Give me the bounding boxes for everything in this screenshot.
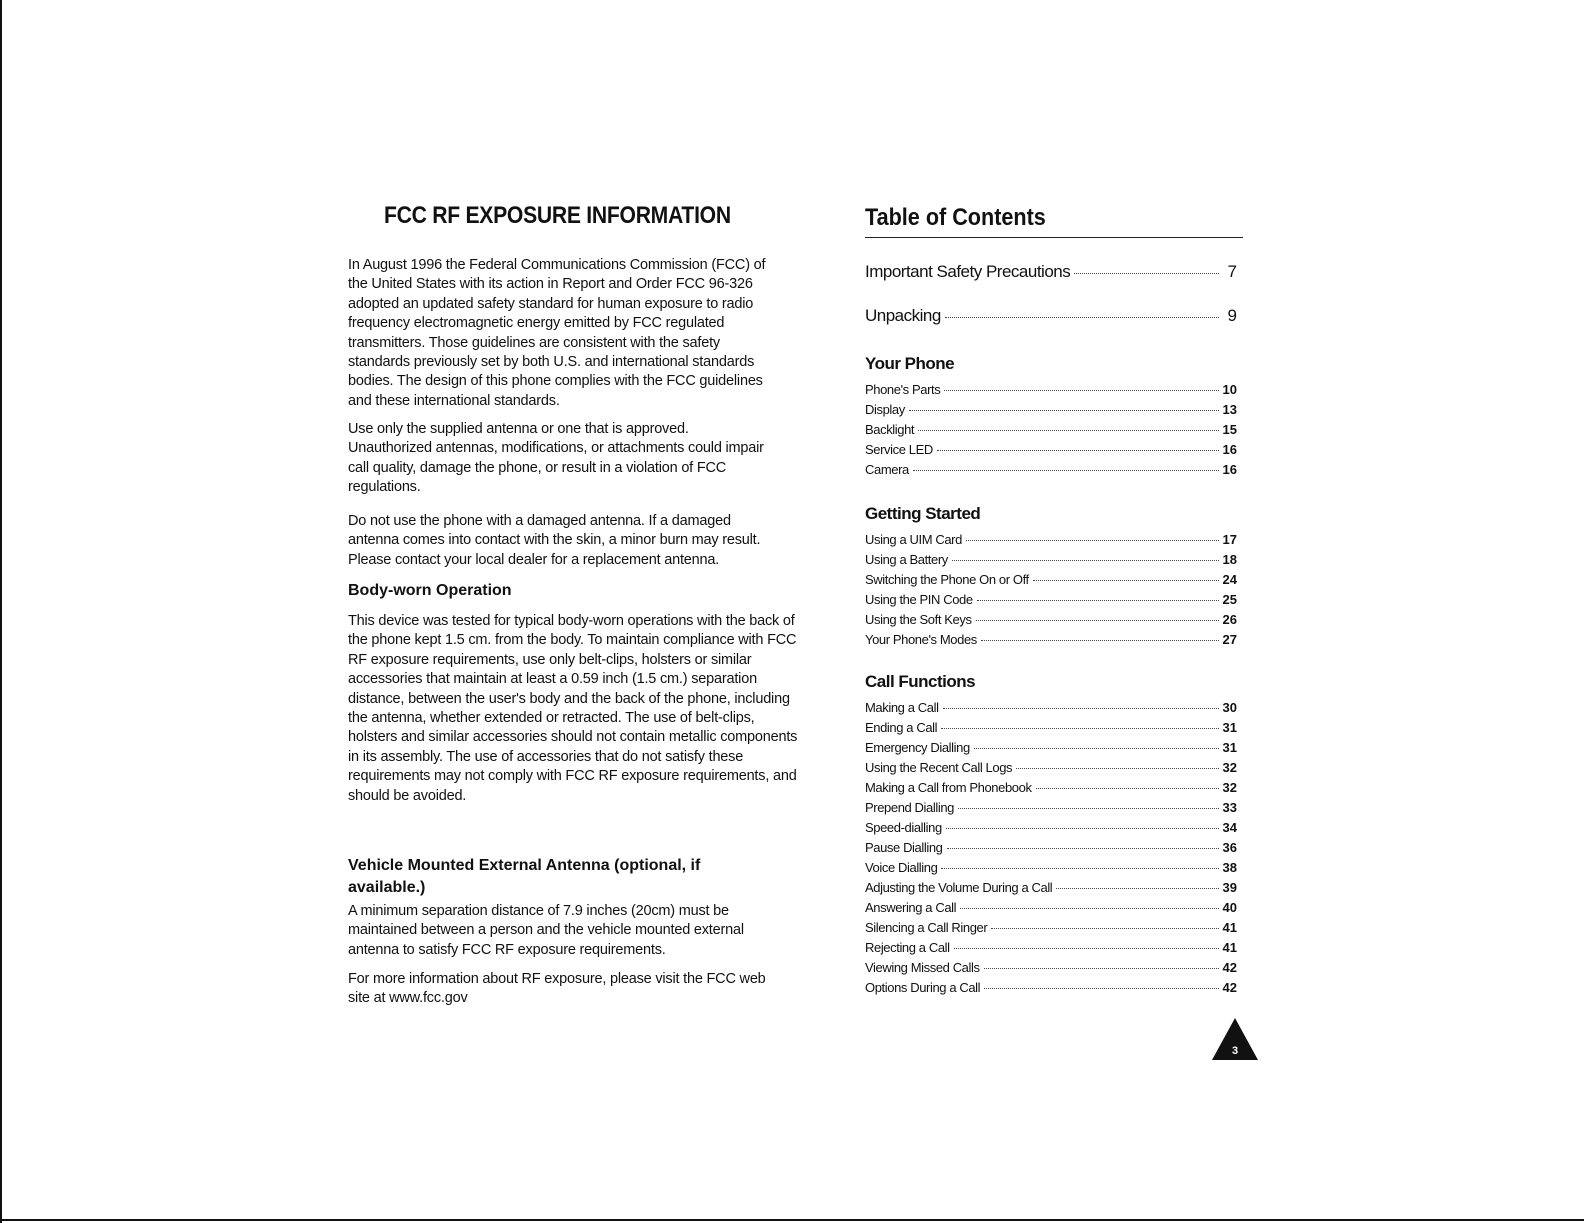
toc-entry-page: 32 bbox=[1222, 760, 1237, 775]
toc-leader-dots bbox=[954, 948, 1219, 949]
toc-entry-page: 27 bbox=[1222, 632, 1237, 647]
toc-entry-page: 25 bbox=[1222, 592, 1237, 607]
toc-entry-label: Unpacking bbox=[865, 306, 941, 325]
page-number: 3 bbox=[1231, 1045, 1239, 1057]
toc-leader-dots bbox=[918, 430, 1218, 431]
toc-entry-page: 39 bbox=[1222, 880, 1237, 895]
toc-leader-dots bbox=[944, 390, 1218, 391]
toc-entry[interactable] bbox=[865, 900, 1237, 920]
toc-leader-dots bbox=[984, 968, 1219, 969]
toc-entry[interactable] bbox=[865, 940, 1237, 960]
toc-leader-dots bbox=[1074, 273, 1219, 274]
toc-entry-label: Silencing a Call Ringer bbox=[865, 920, 988, 935]
toc-entry-page: 26 bbox=[1222, 612, 1237, 627]
toc-entry-label: Backlight bbox=[865, 422, 915, 437]
toc-leader-dots bbox=[1056, 888, 1218, 889]
toc-title: Table of Contents bbox=[865, 204, 1046, 231]
toc-entry-page: 40 bbox=[1222, 900, 1237, 915]
toc-leader-dots bbox=[941, 728, 1218, 729]
toc-entry-label: Options During a Call bbox=[865, 980, 981, 995]
toc-leader-dots bbox=[966, 540, 1219, 541]
toc-entry-label: Pause Dialling bbox=[865, 840, 943, 855]
toc-entry-page: 17 bbox=[1222, 532, 1237, 547]
toc-section-getting-started bbox=[865, 504, 1237, 652]
toc-entry-page: 24 bbox=[1222, 572, 1237, 587]
toc-entry[interactable] bbox=[865, 462, 1237, 482]
toc-entry[interactable] bbox=[865, 422, 1237, 442]
toc-entry-label: Emergency Dialling bbox=[865, 740, 970, 755]
toc-entry[interactable] bbox=[865, 612, 1237, 632]
toc-section-call-functions bbox=[865, 672, 1237, 1000]
toc-leader-dots bbox=[960, 908, 1218, 909]
toc-entry-page: 38 bbox=[1222, 860, 1237, 875]
toc-entry-label: Answering a Call bbox=[865, 900, 957, 915]
toc-leader-dots bbox=[981, 640, 1219, 641]
toc-entry-page: 41 bbox=[1222, 940, 1237, 955]
fcc-title: FCC RF EXPOSURE INFORMATION bbox=[384, 202, 731, 229]
toc-entry-page: 16 bbox=[1222, 442, 1237, 457]
toc-entry[interactable] bbox=[865, 980, 1237, 1000]
toc-entry-label: Display bbox=[865, 402, 905, 417]
toc-title-rule bbox=[865, 237, 1243, 238]
toc-leader-dots bbox=[1033, 580, 1219, 581]
toc-entry[interactable] bbox=[865, 720, 1237, 740]
toc-entry[interactable] bbox=[865, 592, 1237, 612]
toc-entry-page: 9 bbox=[1227, 306, 1237, 325]
toc-entry-page: 36 bbox=[1222, 840, 1237, 855]
toc-leader-dots bbox=[958, 808, 1219, 809]
toc-entry-page: 41 bbox=[1222, 920, 1237, 935]
fcc-paragraph-3: Do not use the phone with a damaged antenna. If a damaged antenna comes into contact with the skin, a minor burn may result. Please contact your local dealer for a replacement antenna. bbox=[348, 513, 761, 568]
toc-entry-page: 33 bbox=[1222, 800, 1237, 815]
toc-entry-label: Using the Recent Call Logs bbox=[865, 760, 1013, 775]
toc-entry-label: Viewing Missed Calls bbox=[865, 960, 980, 975]
toc-entry-page: 15 bbox=[1222, 422, 1237, 437]
scan-edge-left bbox=[0, 0, 2, 1223]
page-number-triangle-icon bbox=[1212, 1018, 1258, 1060]
toc-entry[interactable] bbox=[865, 306, 1237, 350]
toc-entry[interactable] bbox=[865, 382, 1237, 402]
body-worn-heading: Body-worn Operation bbox=[348, 582, 512, 599]
toc-entry-label: Making a Call bbox=[865, 700, 939, 715]
fcc-paragraph-2: Use only the supplied antenna or one that is approved. Unauthorized antennas, modifications, or attachments could impair call quality, damage the phone, or result in a violation of FCC regulations. bbox=[348, 421, 764, 496]
fcc-paragraph-1: In August 1996 the Federal Communications Commission (FCC) of the United States with its action in Report and Order FCC 96-326 adopted an updated safety standard for human exposure to radio frequency electromagnetic energy emitted by FCC regulated transmitters. Those guidelines are consistent with the safety standards previously set by both U.S. and international standards bodies. The design of this phone complies with the FCC guidelines and these international standards. bbox=[348, 257, 766, 409]
toc-entry-page: 42 bbox=[1222, 980, 1237, 995]
toc-entry[interactable] bbox=[865, 840, 1237, 860]
toc-entry[interactable] bbox=[865, 800, 1237, 820]
toc-leader-dots bbox=[909, 410, 1219, 411]
toc-entry[interactable] bbox=[865, 860, 1237, 880]
toc-entry-label: Adjusting the Volume During a Call bbox=[865, 880, 1053, 895]
more-info-paragraph: For more information about RF exposure, please visit the FCC web site at www.fcc.gov bbox=[348, 971, 766, 1007]
toc-entry[interactable] bbox=[865, 780, 1237, 800]
toc-entry-page: 42 bbox=[1222, 960, 1237, 975]
toc-entry-label: Camera bbox=[865, 462, 909, 477]
toc-section-heading: Your Phone bbox=[865, 354, 955, 373]
toc-entry-label: Important Safety Precautions bbox=[865, 262, 1071, 281]
toc-leader-dots bbox=[1036, 788, 1219, 789]
toc-leader-dots bbox=[937, 450, 1219, 451]
toc-entry[interactable] bbox=[865, 880, 1237, 900]
toc-leader-dots bbox=[984, 988, 1218, 989]
toc-entry[interactable] bbox=[865, 740, 1237, 760]
toc-entry[interactable] bbox=[865, 442, 1237, 462]
toc-leader-dots bbox=[991, 928, 1218, 929]
toc-entry-label: Switching the Phone On or Off bbox=[865, 572, 1029, 587]
toc-section-heading: Call Functions bbox=[865, 672, 976, 691]
toc-entry-page: 31 bbox=[1222, 720, 1237, 735]
toc-leader-dots bbox=[913, 470, 1219, 471]
toc-entry[interactable] bbox=[865, 960, 1237, 980]
toc-entry[interactable] bbox=[865, 552, 1237, 572]
toc-leader-dots bbox=[943, 708, 1219, 709]
body-worn-paragraph: This device was tested for typical body-worn operations with the back of the phone kept 1.5 cm. from the body. To maintain compliance with FCC RF exposure requirements, use only belt-clips, holsters or similar accessories that maintain at least a 0.59 inch (1.5 cm.) separation distance, between the user's body and the back of the phone, including the antenna, whether extended or retracted. The use of belt-clips, holsters and similar accessories should not contain metallic components in its assembly. The use of accessories that do not satisfy these requirements may not comply with FCC RF exposure requirements, and should be avoided. bbox=[348, 613, 798, 804]
toc-entry-label: Ending a Call bbox=[865, 720, 938, 735]
vehicle-antenna-paragraph: A minimum separation distance of 7.9 inches (20cm) must be maintained between a person and the vehicle mounted external antenna to satisfy FCC RF exposure requirements. bbox=[348, 903, 744, 958]
toc-leader-dots bbox=[952, 560, 1219, 561]
toc-entry-label: Prepend Dialling bbox=[865, 800, 954, 815]
toc-entry[interactable] bbox=[865, 262, 1237, 306]
toc-entry-page: 32 bbox=[1222, 780, 1237, 795]
toc-entry-page: 30 bbox=[1222, 700, 1237, 715]
toc-entry-page: 13 bbox=[1222, 402, 1237, 417]
toc-entry-label: Your Phone's Modes bbox=[865, 632, 977, 647]
toc-entry-page: 18 bbox=[1222, 552, 1237, 567]
toc-entry-label: Making a Call from Phonebook bbox=[865, 780, 1032, 795]
toc-leader-dots bbox=[1016, 768, 1218, 769]
toc-entry-label: Using a UIM Card bbox=[865, 532, 962, 547]
toc-entry-label: Speed-dialling bbox=[865, 820, 942, 835]
toc-entry-label: Using the Soft Keys bbox=[865, 612, 972, 627]
toc-leader-dots bbox=[976, 620, 1219, 621]
toc-entry[interactable] bbox=[865, 700, 1237, 720]
toc-entry[interactable] bbox=[865, 632, 1237, 652]
toc-entry-page: 10 bbox=[1222, 382, 1237, 397]
toc-leader-dots bbox=[945, 317, 1219, 318]
toc-entry-page: 34 bbox=[1222, 820, 1237, 835]
toc-entry-label: Using a Battery bbox=[865, 552, 948, 567]
toc-leader-dots bbox=[946, 828, 1219, 829]
toc-entry[interactable] bbox=[865, 532, 1237, 552]
toc-entry-page: 31 bbox=[1222, 740, 1237, 755]
scan-edge-bottom bbox=[0, 1219, 1584, 1221]
toc-entry-page: 16 bbox=[1222, 462, 1237, 477]
toc-entry-label: Phone's Parts bbox=[865, 382, 941, 397]
toc-entry-label: Service LED bbox=[865, 442, 933, 457]
toc-entry[interactable] bbox=[865, 572, 1237, 592]
toc-entry[interactable] bbox=[865, 402, 1237, 422]
vehicle-antenna-heading: Vehicle Mounted External Antenna (optional, if available.) bbox=[348, 857, 701, 896]
toc-leader-dots bbox=[974, 748, 1219, 749]
toc-entry[interactable] bbox=[865, 760, 1237, 780]
toc-leader-dots bbox=[977, 600, 1219, 601]
toc-entry-label: Rejecting a Call bbox=[865, 940, 950, 955]
toc-entry-label: Using the PIN Code bbox=[865, 592, 973, 607]
toc-entry[interactable] bbox=[865, 920, 1237, 940]
toc-entry-page: 7 bbox=[1227, 262, 1237, 281]
toc-section-heading: Getting Started bbox=[865, 504, 981, 523]
toc-entry-label: Voice Dialling bbox=[865, 860, 938, 875]
toc-leader-dots bbox=[941, 868, 1218, 869]
toc-entry[interactable] bbox=[865, 820, 1237, 840]
toc-main-entries bbox=[865, 262, 1237, 350]
toc-section-your-phone bbox=[865, 354, 1237, 482]
toc-leader-dots bbox=[947, 848, 1219, 849]
